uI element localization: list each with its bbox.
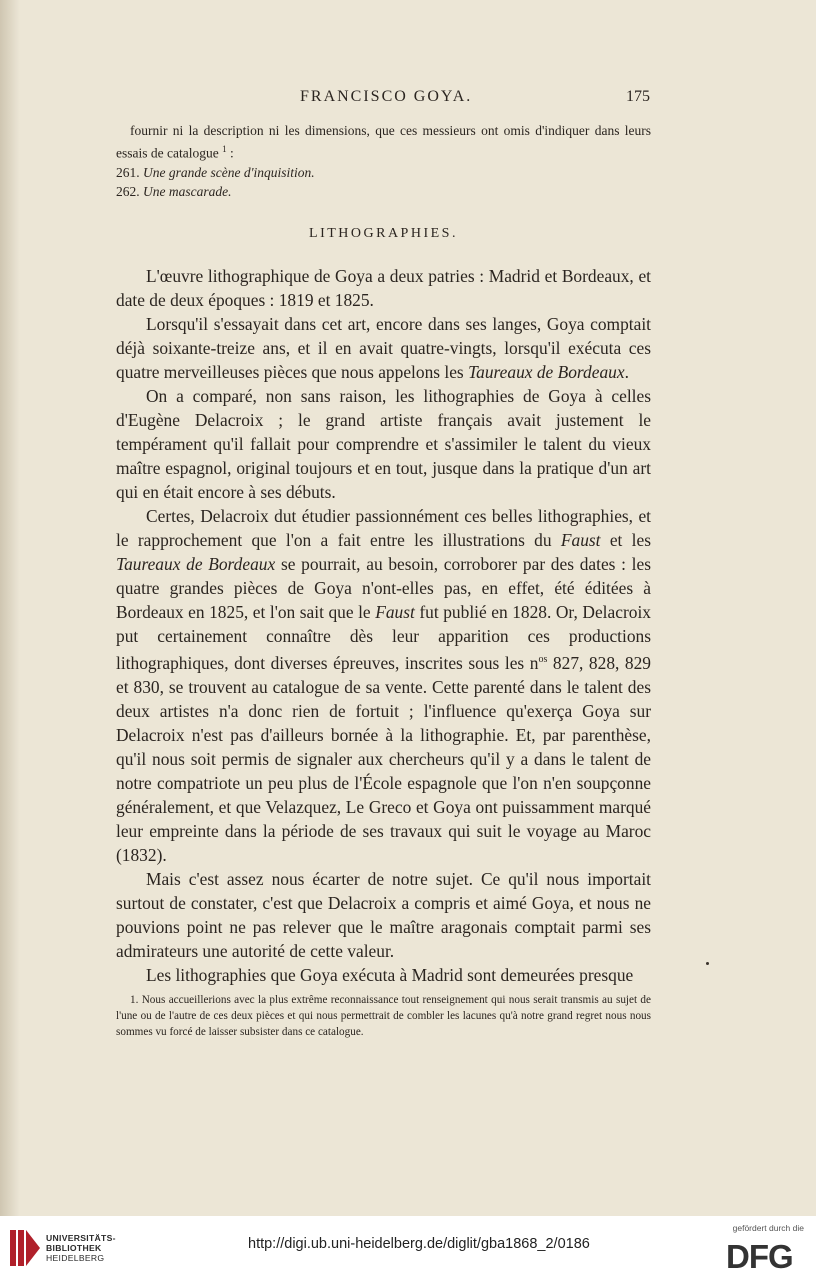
- paragraph-5: Mais c'est assez nous écarter de notre sujet. Ce qu'il nous importait surtout de constater, c'est que Delacroix a compris et aimé Goya, et nous ne pouvions point ne pas relever que le maître aragonais comptait parmi ses admirateurs une autorité de cette valeur.: [116, 868, 651, 961]
- permalink-url[interactable]: http://digi.ub.uni-heidelberg.de/diglit/gba1868_2/0186: [248, 1236, 590, 1252]
- intro-paragraph: [116, 121, 651, 163]
- catalogue-entry: [116, 182, 651, 201]
- paragraph-4-text-e: 827, 828, 829 et 830, se trouvent au catalogue de sa vente. Cette parenté dans le talent des deux artistes n'a donc rien de fortuit ; l'influence qu'exerça Goya sur Delacroix n'est pas d'ailleurs bornée à la lithographie. Et, par parenthèse, qu'il nous soit permis de signaler aux chercheurs qu'il y a dans le talent de notre compatriote un peu plus de l'École espagnole que l'on n'en soupçonne généralement, et que Velazquez, Le Greco et Goya ont puissamment marqué leur empreinte dans la période de ses travaux qui suit le voyage au Maroc (1832).: [116, 652, 652, 865]
- intro-text: fournir ni la description ni les dimensions, que ces messieurs ont omis d'indiquer dans leurs essais de catalogue: [116, 123, 651, 161]
- paragraph-2-italic: Taureaux de Bordeaux: [468, 362, 625, 382]
- faust-italic: Faust: [375, 602, 415, 622]
- margin-mark: [706, 962, 709, 965]
- paragraph-2: [116, 312, 651, 384]
- intro-colon: :: [226, 145, 234, 161]
- taureaux-italic: Taureaux de Bordeaux: [116, 554, 276, 574]
- library-name: [46, 1233, 116, 1263]
- section-title: LITHOGRAPHIES.: [309, 226, 458, 241]
- paragraph-4: [116, 504, 651, 867]
- entry-number: 262.: [116, 183, 140, 199]
- page-number: 175: [626, 88, 650, 105]
- body-text: [116, 264, 651, 987]
- paragraph-4-text-a: Certes, Delacroix dut étudier passionnément ces belles lithographies, et le rapprochement que l'on a fait entre les illustrations du: [116, 506, 651, 550]
- entry-title: Une mascarade.: [143, 183, 232, 199]
- paragraph-6: Les lithographies que Goya exécuta à Madrid sont demeurées presque: [146, 964, 634, 985]
- dfg-funding-note: gefördert durch die: [732, 1223, 804, 1233]
- footer-bar: [0, 1216, 816, 1276]
- entry-number: 261.: [116, 164, 140, 180]
- dfg-logo: DFG: [726, 1238, 793, 1275]
- paragraph-1: L'œuvre lithographique de Goya a deux patries : Madrid et Bordeaux, et date de deux époques : 1819 et 1825.: [116, 266, 651, 310]
- running-title: FRANCISCO GOYA.: [300, 88, 473, 105]
- paragraph-3: On a comparé, non sans raison, les lithographies de Goya à celles d'Eugène Delacroix ; le grand artiste français avait justement le tempérament qu'il fallait pour comprendre et s'assimiler le talent du vieux maître espagnol, original toujours et en tout, jusque dans la pratique d'un art qui en était encore à ses débuts.: [116, 386, 651, 502]
- library-name-line1: UNIVERSITÄTS-: [46, 1233, 116, 1243]
- intro-block: [116, 121, 651, 201]
- paragraph-2-text: Lorsqu'il s'essayait dans cet art, encore dans ses langes, Goya comptait déjà soixante-treize ans, et il en avait quatre-vingts, lorsqu'il exécuta ces quatre merveilleuses pièces que nous appelons les: [116, 314, 651, 382]
- paragraph-4-text-b: et les: [609, 530, 651, 550]
- faust-italic: Faust: [560, 530, 601, 550]
- university-library-logo-icon: [8, 1226, 42, 1270]
- library-name-line2: BIBLIOTHEK: [46, 1243, 102, 1253]
- paragraph-2-end: .: [624, 362, 629, 382]
- library-name-line3: HEIDELBERG: [46, 1253, 105, 1263]
- footnote-marker: 1: [222, 144, 227, 154]
- entry-title: Une grande scène d'inquisition.: [143, 164, 315, 180]
- page-gutter-shadow: [0, 0, 20, 1216]
- paragraph-4-text-c: se pourrait, au besoin, corroborer par des dates : les quatre grandes pièces de Goya n'ont-elles pas, en effet, été éditées à Bordeaux en 1825, et l'on sait que le: [116, 554, 651, 622]
- running-header: [300, 88, 650, 110]
- catalogue-entry: [116, 163, 651, 182]
- numero-superscript: os: [538, 654, 548, 665]
- footnote: 1. Nous accueillerions avec la plus extrême reconnaissance tout renseignement qui nous serait transmis au sujet de l'une ou de l'autre de ces deux pièces et qui nous permettrait de combler les lacunes qu'à notre grand regret nous nous sommes vu forcé de laisser subsister dans ce catalogue.: [116, 994, 651, 1038]
- paragraph-4-text-d: fut publié en 1828. Or, Delacroix put certainement connaître dès leur apparition ces productions lithographiques, dont diverses épreuves, inscrites sous les n: [116, 602, 651, 673]
